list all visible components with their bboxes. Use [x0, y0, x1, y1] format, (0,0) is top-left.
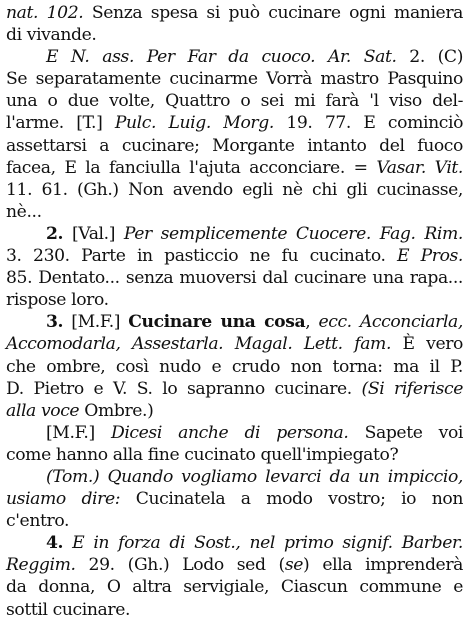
italic-text-run: se	[284, 555, 304, 576]
text-line	[6, 112, 463, 134]
text-run: da donna, O altra servigiale, Ciascun commune e	[6, 577, 463, 598]
text-run: che ombre, così nudo e crudo non torna: ma il P.	[6, 356, 463, 377]
text-run: una o due volte, Quattro o sei mi farà 'l viso del-	[6, 91, 463, 112]
text-line	[6, 90, 463, 112]
text-line	[6, 333, 463, 355]
bold-text-run: 3.	[46, 312, 64, 333]
dictionary-entry-text	[6, 2, 463, 621]
text-line	[6, 599, 463, 621]
text-run: assettarsi a cucinare; Morgante intanto del fuoco	[6, 135, 463, 156]
text-run: 2. (C)	[396, 47, 463, 68]
text-line	[6, 488, 463, 510]
text-run: facea, E la fanciulla l'ajuta acconciare. =	[6, 157, 377, 178]
text-run: 3. 230. Parte in pasticcio ne fu cucinato.	[6, 246, 397, 267]
bold-text-run: 2.	[46, 223, 64, 244]
text-run: di vivande.	[6, 25, 97, 46]
italic-text-run: Reggim.	[6, 555, 76, 576]
text-run: Cucinatela a modo vostro; io non	[120, 489, 463, 510]
italic-text-run: alla voce	[6, 400, 80, 421]
text-run: ) ella imprenderà	[303, 555, 463, 576]
text-line	[6, 576, 463, 598]
text-run: Ombre.)	[79, 400, 154, 421]
text-run: 85. Dentato... senza muoversi dal cucinare una rapa...	[6, 268, 463, 289]
text-line	[6, 201, 463, 223]
text-run: È vero	[391, 334, 463, 355]
text-line	[6, 378, 463, 400]
text-run: [Val.]	[63, 223, 124, 244]
italic-text-run: Accomodarla, Assestarla. Magal. Lett. fam.	[6, 334, 392, 355]
italic-text-run: E in forza di Sost., nel primo signif. Barber.	[63, 533, 463, 554]
italic-text-run: E Pros.	[396, 246, 463, 267]
text-line	[6, 466, 463, 488]
text-run: [M.F.]	[46, 422, 111, 443]
italic-text-run: E N. ass. Per Far da cuoco. Ar. Sat.	[46, 47, 397, 68]
text-run: come hanno alla fine cucinato quell'impiegato?	[6, 444, 399, 465]
italic-text-run: Per semplicemente Cuocere. Fag. Rim.	[123, 223, 463, 244]
text-line	[6, 444, 463, 466]
italic-text-run: Pulc. Luig. Morg.	[114, 113, 274, 134]
text-line	[6, 179, 463, 201]
text-line	[6, 2, 463, 24]
text-line	[6, 157, 463, 179]
text-run: 29. (Gh.) Lodo sed (	[75, 555, 285, 576]
bold-text-run: Cucinare una cosa	[128, 312, 306, 333]
italic-text-run: (Si riferisce	[361, 378, 463, 399]
text-line	[6, 68, 463, 90]
text-line	[6, 532, 463, 554]
text-line	[6, 510, 463, 532]
text-line	[6, 24, 463, 46]
text-line	[6, 245, 463, 267]
text-run: ,	[305, 312, 319, 333]
bold-text-run: 4.	[46, 533, 64, 554]
italic-text-run: (Tom.) Quando vogliamo levarci da un impiccio,	[46, 466, 463, 487]
italic-text-run: nat. 102.	[6, 3, 84, 23]
text-line	[6, 554, 463, 576]
text-run: 19. 77. E cominciò	[273, 113, 464, 134]
italic-text-run: Vasar. Vit.	[376, 157, 463, 178]
text-run: Se separatamente cucinarme Vorrà mastro Pasquino	[6, 69, 463, 90]
text-line	[6, 289, 463, 311]
italic-text-run: usiamo dire:	[6, 489, 121, 510]
text-line	[6, 422, 463, 444]
text-run: [M.F.]	[63, 312, 129, 333]
text-run: Sapete voi	[348, 422, 463, 443]
text-run: 11. 61. (Gh.) Non avendo egli nè chi gli cucinasse,	[6, 179, 463, 200]
text-run: Senza spesa si può cucinare ogni maniera	[83, 3, 463, 23]
text-line	[6, 223, 463, 245]
text-line	[6, 400, 463, 422]
text-line	[6, 135, 463, 157]
text-line	[6, 356, 463, 378]
text-run: rispose loro.	[6, 290, 109, 311]
text-line	[6, 311, 463, 333]
text-run: c'entro.	[6, 511, 70, 532]
text-line	[6, 267, 463, 289]
text-run: l'arme. [T.]	[6, 113, 115, 134]
text-line	[6, 46, 463, 68]
text-run: D. Pietro e V. S. lo sapranno cucinare.	[6, 378, 362, 399]
text-run: sottil cucinare.	[6, 599, 131, 620]
italic-text-run: Dicesi anche di persona.	[110, 422, 349, 443]
text-run: nè...	[6, 201, 42, 222]
italic-text-run: ecc. Acconciarla,	[318, 312, 463, 333]
